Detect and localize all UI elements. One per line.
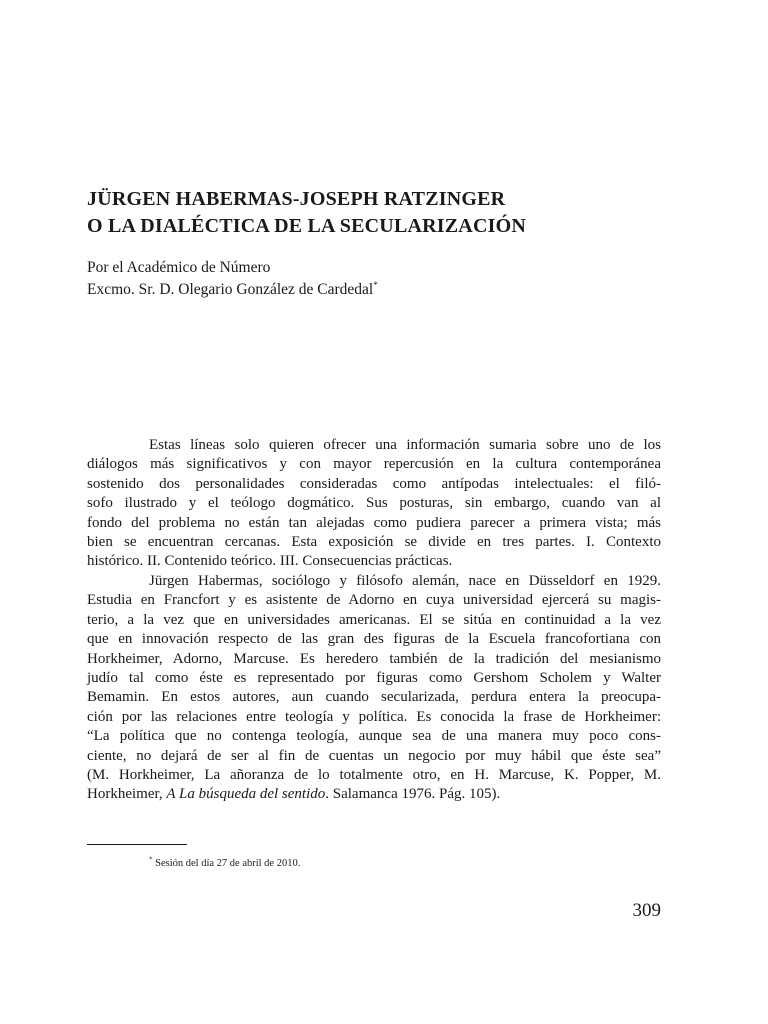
paragraph-line: ciente, no dejará de ser al fin de cuentas un negocio por muy hábil que éste sea” <box>87 747 661 764</box>
paragraph-line: sofo ilustrado y el teólogo dogmático. Sus posturas, sin embargo, cuando van al <box>87 495 661 512</box>
footnote-reference: * <box>373 279 378 290</box>
footnote <box>149 857 300 871</box>
title-line-1: JÜRGEN HABERMAS-JOSEPH RATZINGER <box>87 188 506 210</box>
paragraph-line: histórico. II. Contenido teórico. III. Consecuencias prácticas. <box>87 553 453 570</box>
author-line-2 <box>87 279 687 301</box>
paragraph-line <box>87 785 661 804</box>
paragraph-line: ción por las relaciones entre teología y política. Es conocida la frase de Horkheimer: <box>87 708 661 725</box>
paragraph-line: Estudia en Francfort y es asistente de Adorno en cuya universidad ejercerá su magis- <box>87 592 661 609</box>
article-title <box>87 186 687 240</box>
paragraph-line: terio, a la vez que en universidades americanas. El se sitúa en continuidad a la vez <box>87 611 661 628</box>
paragraph-line: “La política que no contenga teología, aunque sea de una manera muy poco cons- <box>87 728 661 745</box>
footnote-divider <box>87 844 187 845</box>
paragraph-line: judío tal como éste es representado por figuras como Gershom Scholem y Walter <box>87 670 661 687</box>
title-line-2: O LA DIALÉCTICA DE LA SECULARIZACIÓN <box>87 215 526 237</box>
footnote-mark: * <box>149 855 153 864</box>
paragraph-line: diálogos más significativos y con mayor repercusión en la cultura contemporánea <box>87 456 661 473</box>
paragraph-1 <box>87 436 661 572</box>
paragraph-line: Jürgen Habermas, sociólogo y filósofo alemán, nace en Düsseldorf en 1929. <box>149 573 661 589</box>
footnote-text: Sesión del día 27 de abril de 2010. <box>152 858 301 869</box>
citation-suffix: . Salamanca 1976. Pág. 105). <box>325 786 501 803</box>
cited-book-title: A La búsqueda del sentido <box>166 786 326 803</box>
author-block <box>87 257 687 301</box>
paragraph-line: bien se encuentran cercanas. Esta exposición se divide en tres partes. I. Contexto <box>87 534 661 551</box>
paragraph-line: (M. Horkheimer, La añoranza de lo totalmente otro, en H. Marcuse, K. Popper, M. <box>87 767 661 784</box>
author-line-1: Por el Académico de Número <box>87 259 271 276</box>
paragraph-line: fondo del problema no están tan alejadas como pudiera parecer a primera vista; más <box>87 514 661 531</box>
paragraph-2 <box>87 572 661 805</box>
paragraph-line: Horkheimer, Adorno, Marcuse. Es heredero también de la tradición del mesianismo <box>87 650 661 667</box>
paragraph-line: que en innovación respecto de las gran des figuras de la Escuela francofortiana con <box>87 631 661 648</box>
author-name: Excmo. Sr. D. Olegario González de Cardedal <box>87 281 374 298</box>
paragraph-line: Bemamin. En estos autores, aun cuando secularizada, perdura entera la preocupa- <box>87 689 661 706</box>
citation-prefix: Horkheimer, <box>87 786 167 803</box>
paragraph-line: Estas líneas solo quieren ofrecer una información sumaria sobre uno de los <box>149 437 661 453</box>
paragraph-line: sostenido dos personalidades consideradas como antípodas intelectuales: el filó- <box>87 475 661 492</box>
page-number: 309 <box>632 900 661 921</box>
